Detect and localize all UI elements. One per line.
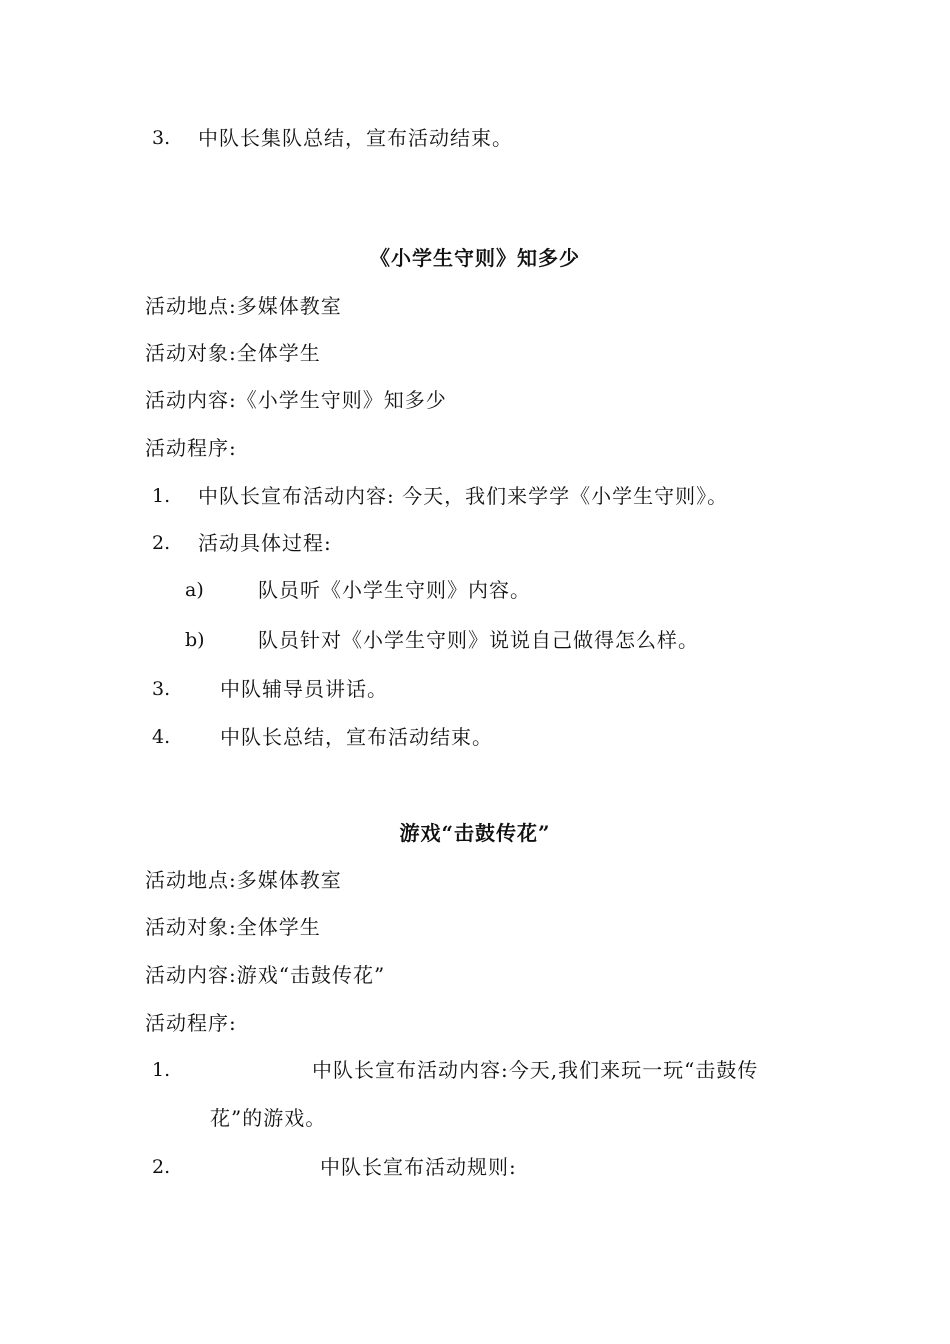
list-number: 3. [152,678,171,700]
list-number: 4. [152,726,171,748]
activity-target: 活动对象:全体学生 [145,915,321,939]
list-number: 1. [152,1059,171,1081]
sublist-letter: b) [185,629,205,651]
activity-content: 活动内容:《小学生守则》知多少 [145,388,447,412]
list-item-continuation: 花”的游戏。 [210,1106,327,1130]
sublist-item-text: 队员听《小学生守则》内容。 [258,578,531,602]
list-item-text: 中队长宣布活动规则: [320,1155,517,1179]
list-item-text: 中队长宣布活动内容: 今天，我们来学学《小学生守则》。 [198,484,729,508]
list-item-text: 中队长集队总结，宣布活动结束。 [198,126,513,150]
activity-location: 活动地点:多媒体教室 [145,294,342,318]
sublist-item-text: 队员针对《小学生守则》说说自己做得怎么样。 [258,628,699,652]
activity-target: 活动对象:全体学生 [145,341,321,365]
list-item-text: 中队长宣布活动内容:今天,我们来玩一玩“击鼓传 [312,1058,759,1082]
sublist-letter: a) [185,579,204,601]
list-number: 1. [152,485,171,507]
activity-procedure: 活动程序: [145,436,237,460]
list-item-text: 中队长总结，宣布活动结束。 [220,725,493,749]
activity-content: 活动内容:游戏“击鼓传花” [145,963,386,987]
section-title: 《小学生守则》知多少 [370,246,580,270]
activity-procedure: 活动程序: [145,1011,237,1035]
section-title: 游戏“击鼓传花” [399,821,551,845]
list-number: 3. [152,127,171,149]
list-item-text: 中队辅导员讲话。 [220,677,388,701]
list-item-text: 活动具体过程: [198,531,332,555]
list-number: 2. [152,1156,171,1178]
list-number: 2. [152,532,171,554]
activity-location: 活动地点:多媒体教室 [145,868,342,892]
